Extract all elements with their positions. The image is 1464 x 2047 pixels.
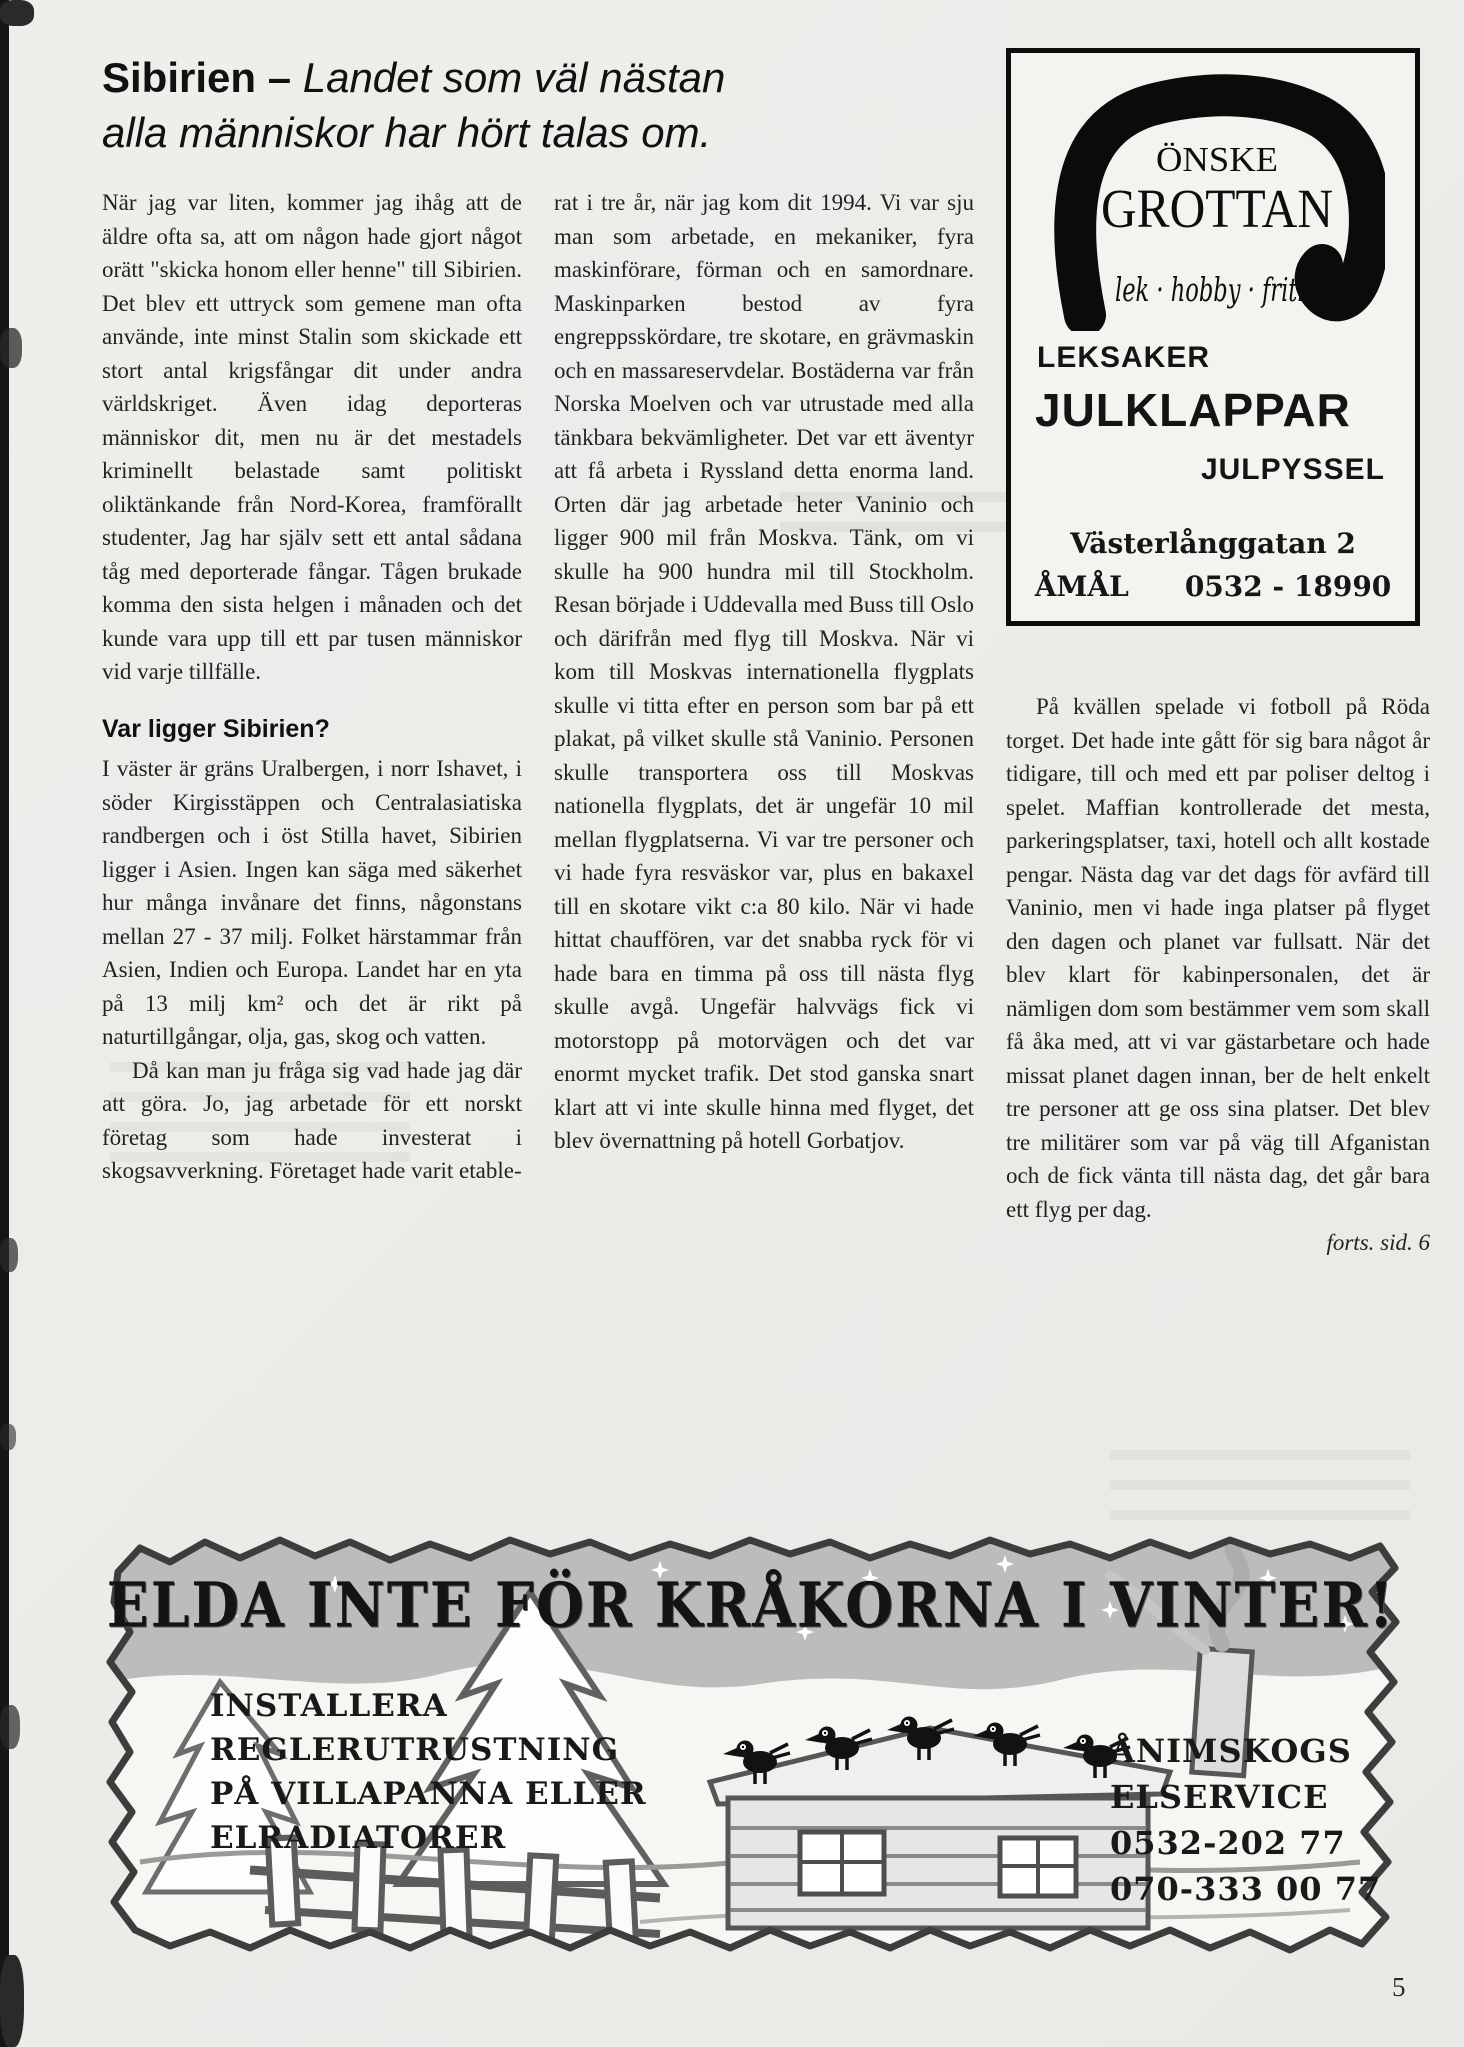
scan-smudge: [0, 328, 22, 368]
article-title-line2: alla människor har hört talas om.: [102, 109, 712, 156]
ad-company-block: [1110, 1728, 1381, 1912]
grotto-arch-logo-icon: [1041, 69, 1385, 331]
article-column-2: [554, 186, 974, 1158]
logo-tagline: lek · hobby · fritid: [1115, 270, 1319, 309]
ad-body-line: PÅ VILLAPANNA ELLER: [210, 1776, 647, 1812]
scan-smudge: [0, 1238, 18, 1272]
ad-item-julpyssel: JULPYSSEL: [1200, 453, 1385, 486]
ad-company-name: ÅNIMSKOGS: [1110, 1732, 1352, 1770]
paragraph: rat i tre år, när jag kom dit 1994. Vi var sju man som arbetade, en mekaniker, fyra maskinförare, förman och en samordnare. Maskinparken bestod av fyra engreppsskördare, tre skotare, en grävmaskin och en massareservdelar. Bostäderna var från Norska Moelven och var utrustade med alla tänkbara bekvämligheter. Det var ett äventyr att få arbeta i Ryssland detta enorma land. Orten där jag arbetade heter Vaninio och ligger 900 mil från Moskva. Tänk, om vi skulle ha 900 hundra mil till Stockholm. Resan började i Uddevalla med Buss till Oslo och därifrån med flyg till Moskva. När vi kom till Moskvas internationella flygplats skulle vi titta efter en person som bar på ett plakat, på vilket skulle stå Vaninio. Personen skulle transportera oss till Moskvas nationella flygplats, det är ungefär 10 mil mellan flygplatserna. Vi var tre personer och vi hade fyra resväskor var, plus en bakaxel till en skotare vikt c:a 80 kilo. När vi hade hittat chauffören, var det snabba ryck för vi hade bara en timma på oss till nästa flyg skulle avgå. Ungefär halvvägs fick vi motorstopp på motorvägen och det var enormt mycket trafik. Det stod ganska snart klart att vi inte skulle hinna med flyget, det blev övernattning på hotell Gorbatjov.: [554, 190, 974, 1153]
paragraph: I väster är gräns Uralbergen, i norr Ishavet, i söder Kirgisstäppen och Centralasiatiska randbergen och i öst Stilla havet, Sibirien ligger i Asien. Ingen kan säga med säkerhet hur många invånare det finns, någonstans mellan 27 - 37 milj. Folket härstammar från Asien, Indien och Europa. Landet har en yta på 13 milj km² och det är rikt på naturtillgångar, olja, gas, skog och vatten.: [102, 756, 522, 1049]
ad-street-address: Västerlånggatan 2: [1070, 527, 1356, 560]
scan-smudge: [0, 1424, 16, 1450]
ad-body-text: [210, 1684, 647, 1860]
ad-phone-number: 070-333 00 77: [1110, 1870, 1382, 1908]
ad-body-line: INSTALLERA: [210, 1688, 448, 1724]
page-number: 5: [1392, 1972, 1406, 2002]
ad-headline: ELDA INTE FÖR KRÅKORNA I VINTER!: [106, 1568, 1396, 1641]
advert-elservice: [100, 1532, 1402, 1990]
section-heading: Var ligger Sibirien?: [102, 714, 330, 743]
ad-city: ÅMÅL: [1034, 570, 1129, 603]
article-column-3: [1006, 690, 1430, 1260]
logo-line-grottan: GROTTAN: [1101, 178, 1333, 239]
ad-body-line: REGLERUTRUSTNING: [210, 1732, 620, 1768]
ad-item-julklappar: JULKLAPPAR: [1035, 384, 1351, 436]
logo-line-onske: ÖNSKE: [1156, 140, 1278, 179]
ad-phone: 0532 - 18990: [1184, 570, 1392, 603]
ink-bleed: [1110, 1450, 1410, 1530]
article-title-line1: Landet som väl nästan: [302, 54, 726, 101]
paragraph: Då kan man ju fråga sig vad hade jag där att göra. Jo, jag arbetade för ett norskt företag som hade investerat i skogsavverkning. Företaget hade varit etable-: [102, 1057, 522, 1183]
advert-onskegrottan: [1006, 48, 1420, 626]
ad-company-name: ELSERVICE: [1110, 1778, 1329, 1816]
article-title: [102, 50, 1002, 160]
paragraph: På kvällen spelade vi fotboll på Röda torget. Det hade inte gått för sig bara något år tidigare, till och med ett par poliser deltog i spelet. Maffian kontrollerade det mesta, parkeringsplatser, taxi, hotell och allt kostade pengar. Nästa dag var det dags för avfärd till Vaninio, men vi hade inga platser på flyget den dagen och planet var fullsatt. När det blev klart för kabinpersonalen, det är nämligen dom som bestämmer vem som skall få åka med, att vi var gästarbetare och hade missat planet dagen innan, ber de helt enkelt tre personer att ge oss sina platser. Det blev tre militärer som var på väg till Afganistan och de fick vänta till nästa dag, det går bara ett flyg per dag.: [1006, 694, 1430, 1222]
ad-phone-number: 0532-202 77: [1110, 1824, 1346, 1862]
scan-smudge: [0, 0, 34, 26]
ad-item-leksaker: LEKSAKER: [1037, 341, 1211, 374]
scan-smudge: [0, 1955, 24, 2047]
scan-smudge: [0, 1705, 20, 1749]
paragraph: När jag var liten, kommer jag ihåg att de äldre ofta sa, att om någon hade gjort något orätt "skicka honom eller henne" till Sibirien. Det blev ett uttryck som gemene man ofta använde, inte minst Stalin som skickade ett stort antal krigsfångar dit under andra världskriget. Även idag deporteras människor dit, men nu är det mestadels kriminellt belastade samt politiskt oliktänkande från Nord-Korea, framförallt studenter, Jag har själv sett ett antal sådana tåg med deporterade fångar. Tågen brukade komma den sista helgen i månaden och det kunde vara upp till ett par tusen människor vid varje tillfälle.: [102, 190, 522, 684]
article-column-1: [102, 186, 522, 1188]
ad-body-line: ELRADIATORER: [210, 1820, 507, 1856]
article-title-lead: Sibirien –: [102, 54, 292, 101]
ad-city-phone-row: [1011, 570, 1415, 603]
continued-note: forts. sid. 6: [1326, 1230, 1430, 1255]
